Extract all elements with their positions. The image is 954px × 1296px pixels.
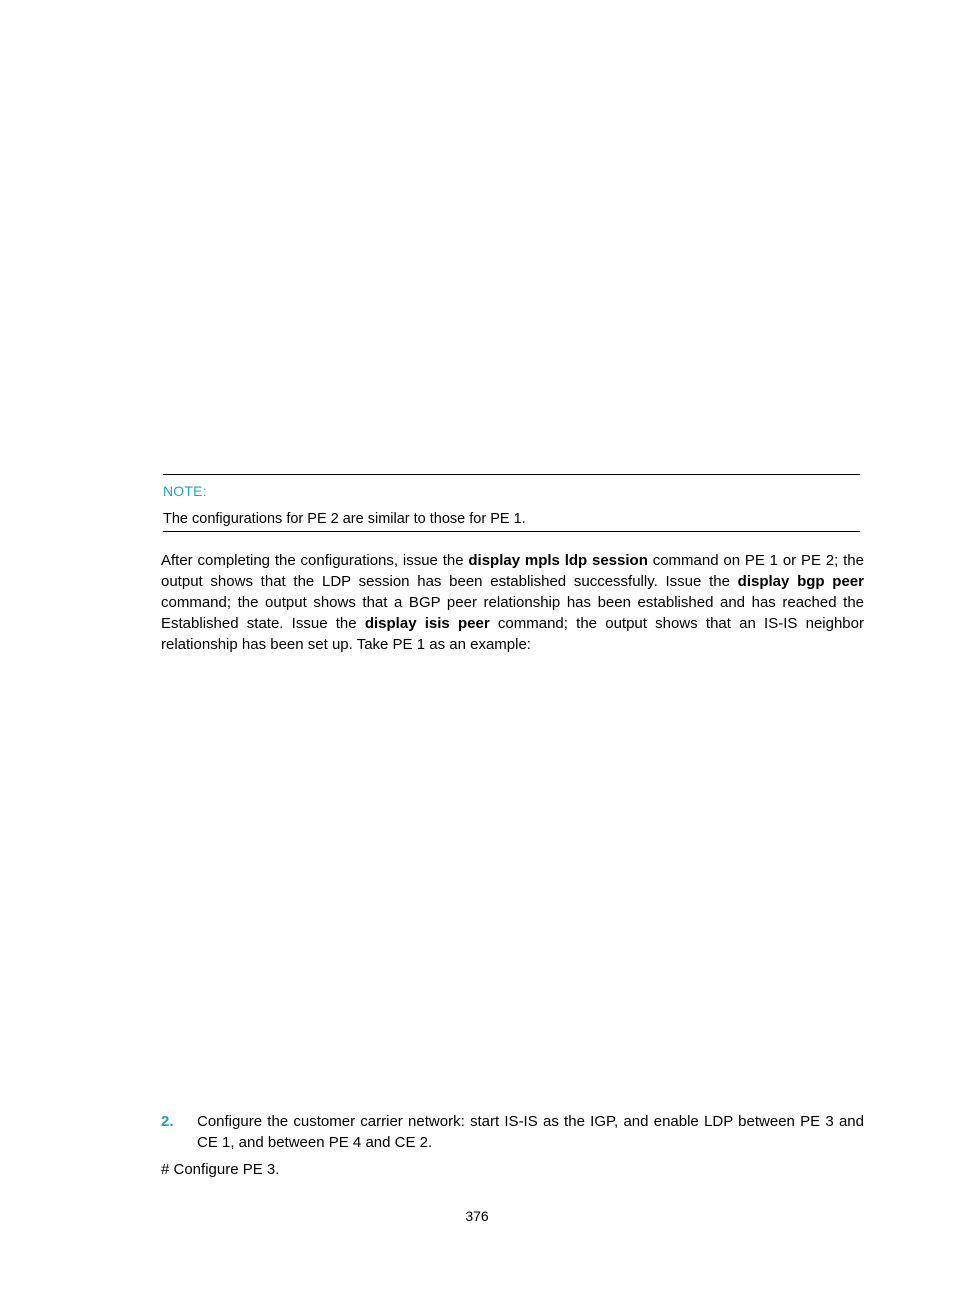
command-display-isis-peer: display isis peer: [364, 615, 490, 632]
paragraph-text-1: After completing the configurations, issue the: [161, 552, 469, 569]
page-number: 376: [465, 1208, 489, 1224]
body-paragraph: [161, 550, 864, 655]
command-display-mpls-ldp-session: display mpls ldp session: [468, 552, 648, 569]
paragraph-text-2: command on PE 1 or PE 2; the output shows that the LDP session has been established successfully. Issue the: [161, 552, 864, 590]
note-text: The configurations for PE 2 are similar to those for PE 1.: [163, 511, 526, 527]
step-text: Configure the customer carrier network: start IS-IS as the IGP, and enable LDP between PE 3 and CE 1, and between PE 4 and CE 2.: [197, 1113, 864, 1151]
command-display-bgp-peer: display bgp peer: [737, 573, 864, 590]
note-box: [163, 474, 860, 532]
step-number: 2.: [161, 1113, 174, 1130]
note-title: NOTE:: [163, 483, 207, 499]
configure-line: # Configure PE 3.: [161, 1161, 280, 1178]
step-item: [161, 1111, 864, 1153]
paragraph-text-4: command; the output shows that an IS-IS neighbor relationship has been set up. Take PE 1 as an example:: [161, 615, 864, 653]
paragraph-text-3: command; the output shows that a BGP peer relationship has been established and has reached the Established state. Issue the: [161, 594, 864, 632]
